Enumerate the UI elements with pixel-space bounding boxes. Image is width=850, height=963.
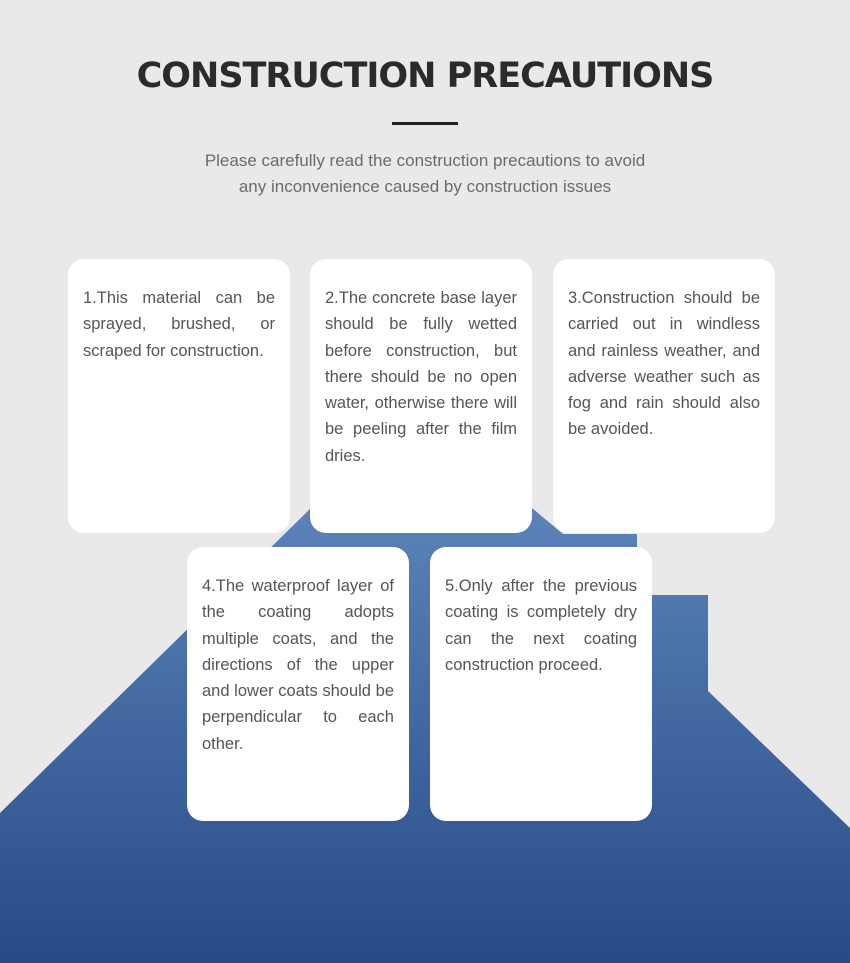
subtitle-line-2: any inconvenience caused by construction issues (238, 177, 612, 196)
precaution-text-5: 5.Only after the previous coating is completely dry can the next coating construction proceed. (445, 577, 637, 674)
page-title: CONSTRUCTION PRECAUTIONS (136, 56, 714, 96)
subtitle-line-1: Please carefully read the construction precautions to avoid (204, 151, 646, 170)
title-divider (392, 122, 458, 125)
precaution-text-2: 2.The concrete base layer should be fully wetted before construction, but there should be no open water, otherwise there will be peeling after the film dries. (325, 289, 517, 465)
precaution-text-4: 4.The waterproof layer of the coating adopts multiple coats, and the directions of the upper and lower coats should be perpendicular to each other. (202, 577, 394, 753)
precaution-text-1: 1.This material can be sprayed, brushed, or scraped for construction. (83, 289, 275, 360)
precaution-card-3 (553, 259, 775, 533)
precaution-card-1 (68, 259, 290, 533)
precaution-text-3: 3.Construction should be carried out in windless and rainless weather, and adverse weather such as fog and rain should also be avoided. (568, 289, 760, 439)
precaution-card-5 (430, 547, 652, 821)
precaution-card-2 (310, 259, 532, 533)
page-subtitle (150, 148, 700, 200)
precaution-card-4 (187, 547, 409, 821)
